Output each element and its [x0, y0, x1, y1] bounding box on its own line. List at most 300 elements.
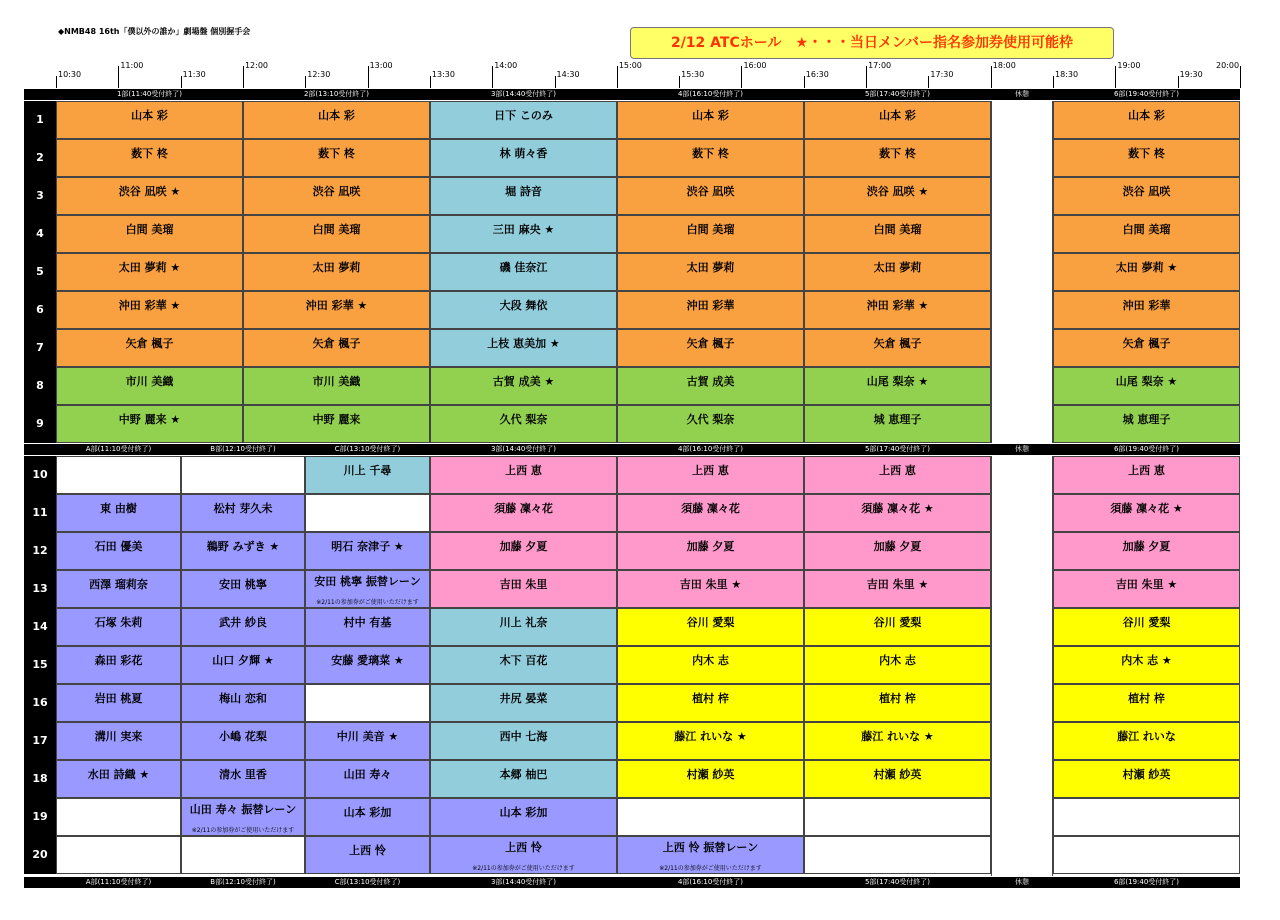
time-label: 16:30: [805, 70, 829, 79]
lane-cell: [56, 291, 243, 329]
lane-cell: [430, 215, 617, 253]
lane-cell: [617, 684, 804, 722]
member-name: 沖田 彩華 ★: [305, 299, 368, 312]
member-name: 植村 梓: [692, 692, 729, 705]
lane-cell: [56, 684, 181, 722]
lane-cell: [1053, 494, 1240, 532]
lane-cell: [617, 570, 804, 608]
member-name: [306, 495, 429, 503]
member-name: 山本 彩: [879, 109, 916, 122]
lane-cell: [1053, 608, 1240, 646]
lane-cell: [617, 760, 804, 798]
member-name: 岩田 桃夏: [94, 692, 143, 705]
member-name: 磯 佳奈江: [499, 261, 548, 274]
lane-cell: [1053, 760, 1240, 798]
member-name: 上西 怜 振替レーン: [662, 841, 759, 854]
member-name: 古賀 成美 ★: [492, 375, 555, 388]
transfer-note: ※2/11の参加券がご使用いただけます: [191, 827, 295, 834]
lane-cell: [1053, 253, 1240, 291]
section-header-label: 休憩: [1015, 445, 1029, 453]
member-name: 安藤 愛璃菜 ★: [331, 654, 404, 667]
lane-cell: [804, 139, 991, 177]
member-name: [805, 837, 990, 845]
time-label: 12:30: [307, 70, 331, 79]
section-header-label: 4部(16:10受付終了): [677, 445, 744, 453]
lane-cell: [1053, 367, 1240, 405]
member-name: 矢倉 楓子: [686, 337, 735, 350]
member-name: 薮下 柊: [879, 147, 916, 160]
lane-cell: [617, 722, 804, 760]
row-number: 5: [24, 253, 56, 291]
lane-cell: [617, 405, 804, 443]
lane-cell: [1053, 836, 1240, 874]
member-name: 太田 夢莉: [312, 261, 361, 274]
lane-cell: [804, 798, 991, 836]
member-name: 矢倉 楓子: [1122, 337, 1171, 350]
member-name: 谷川 愛梨: [873, 616, 922, 629]
member-name: 城 恵理子: [873, 413, 922, 426]
lane-cell: [430, 798, 617, 836]
member-name: 市川 美織: [125, 375, 174, 388]
lane-cell: [804, 329, 991, 367]
member-name: 久代 梨奈: [686, 413, 735, 426]
lane-cell: [56, 798, 181, 836]
lane-cell: [181, 570, 305, 608]
lane-cell: [305, 570, 430, 608]
row-number: 11: [24, 494, 56, 532]
section-header-label: 6部(19:40受付終了): [1113, 878, 1180, 886]
member-name: 上西 怜: [505, 841, 542, 854]
lane-cell: [56, 608, 181, 646]
member-name: 安田 桃寧: [219, 578, 267, 591]
member-name: 山口 夕輝 ★: [212, 654, 274, 667]
member-name: 東 由樹: [100, 502, 137, 515]
member-name: 明石 奈津子 ★: [331, 540, 404, 553]
member-name: 大段 舞依: [499, 299, 548, 312]
section-header-label: 4部(16:10受付終了): [677, 90, 744, 98]
lane-cell: [56, 329, 243, 367]
lane-cell: [56, 253, 243, 291]
lane-cell: [1053, 139, 1240, 177]
transfer-note: ※2/11の参加券がご使用いただけます: [659, 865, 762, 872]
lane-cell: [1053, 570, 1240, 608]
member-name: 薮下 柊: [692, 147, 729, 160]
member-name: 古賀 成美: [686, 375, 735, 388]
section-header-label: 5部(17:40受付終了): [864, 445, 931, 453]
lane-cell: [181, 494, 305, 532]
member-name: 日下 このみ: [494, 109, 553, 122]
member-name: [1054, 799, 1239, 807]
lane-cell: [617, 101, 804, 139]
member-name: 渋谷 凪咲 ★: [866, 185, 929, 198]
member-name: 白間 美瑠: [312, 223, 361, 236]
time-label: 13:30: [431, 70, 455, 79]
lane-cell: [430, 367, 617, 405]
lane-cell: [804, 722, 991, 760]
lane-cell: [56, 405, 243, 443]
lane-cell: [430, 139, 617, 177]
section-header-label: 3部(14:40受付終了): [490, 90, 557, 98]
lane-cell: [181, 532, 305, 570]
section-header-label: 3部(14:40受付終了): [490, 445, 557, 453]
member-name: 城 恵理子: [1122, 413, 1171, 426]
member-name: 市川 美織: [312, 375, 361, 388]
member-name: [306, 685, 429, 693]
section-header-label: B部(12:10受付終了): [210, 445, 276, 453]
break-column: [991, 456, 1053, 876]
member-name: 須藤 凜々花 ★: [1110, 502, 1183, 515]
lane-cell: [804, 456, 991, 494]
row-number: 2: [24, 139, 56, 177]
time-label: 17:30: [930, 70, 954, 79]
lane-cell: [804, 570, 991, 608]
member-name: 村瀬 紗英: [873, 768, 922, 781]
row-number: 3: [24, 177, 56, 215]
lane-cell: [305, 532, 430, 570]
lane-cell: [617, 494, 804, 532]
lane-cell: [181, 798, 305, 836]
member-name: [57, 457, 180, 465]
lane-cell: [804, 684, 991, 722]
member-name: 太田 夢莉 ★: [118, 261, 181, 274]
member-name: 上西 恵: [1128, 464, 1165, 477]
lane-cell: [617, 139, 804, 177]
lane-cell: [56, 177, 243, 215]
time-label: 12:00: [244, 61, 268, 70]
member-name: 吉田 朱里 ★: [679, 578, 742, 591]
lane-cell: [1053, 684, 1240, 722]
member-name: 加藤 夕夏: [1122, 540, 1171, 553]
lane-cell: [617, 836, 804, 874]
member-name: 石田 優美: [94, 540, 143, 553]
lane-cell: [1053, 798, 1240, 836]
lane-cell: [181, 760, 305, 798]
row-number: 19: [24, 798, 56, 836]
lane-cell: [181, 722, 305, 760]
time-label: 13:00: [369, 61, 393, 70]
member-name: 須藤 凜々花: [494, 502, 553, 515]
lane-cell: [617, 329, 804, 367]
member-name: 山本 彩加: [499, 806, 548, 819]
lane-cell: [56, 494, 181, 532]
section-header-label: 休憩: [1015, 878, 1029, 886]
section-header-label: 2部(13:10受付終了): [303, 90, 370, 98]
lane-cell: [617, 608, 804, 646]
lane-cell: [1053, 456, 1240, 494]
time-label: 15:30: [681, 70, 705, 79]
lane-cell: [56, 532, 181, 570]
lane-cell: [243, 253, 430, 291]
lane-cell: [804, 215, 991, 253]
member-name: 山尾 梨奈 ★: [1115, 375, 1178, 388]
member-name: 山本 彩: [318, 109, 355, 122]
member-name: 本郷 柚巴: [499, 768, 548, 781]
row-number: 1: [24, 101, 56, 139]
member-name: 西中 七海: [499, 730, 548, 743]
member-name: 矢倉 楓子: [873, 337, 922, 350]
lane-cell: [56, 760, 181, 798]
lane-cell: [430, 291, 617, 329]
lane-cell: [617, 798, 804, 836]
lane-cell: [56, 570, 181, 608]
member-name: 水田 詩織 ★: [87, 768, 150, 781]
lane-cell: [430, 101, 617, 139]
member-name: [57, 837, 180, 845]
member-name: 中野 麗来: [312, 413, 361, 426]
lane-cell: [804, 101, 991, 139]
lane-cell: [430, 405, 617, 443]
member-name: 上西 恵: [692, 464, 729, 477]
page-title: ◆NMB48 16th「僕以外の誰か」劇場盤 個別握手会: [58, 27, 251, 36]
member-name: 薮下 柊: [131, 147, 168, 160]
row-number: 13: [24, 570, 56, 608]
lane-cell: [430, 760, 617, 798]
lane-cell: [804, 646, 991, 684]
member-name: 太田 夢莉: [686, 261, 735, 274]
lane-cell: [56, 215, 243, 253]
row-number: 7: [24, 329, 56, 367]
lane-cell: [56, 456, 181, 494]
lane-cell: [243, 291, 430, 329]
member-name: 堀 詩音: [505, 185, 542, 198]
member-name: 加藤 夕夏: [686, 540, 735, 553]
time-label: 20:00: [1216, 61, 1240, 70]
lane-cell: [1053, 646, 1240, 684]
section-header-label: C部(13:10受付終了): [334, 878, 401, 886]
lane-cell: [56, 101, 243, 139]
member-name: 薮下 柊: [318, 147, 355, 160]
member-name: 山尾 梨奈 ★: [866, 375, 929, 388]
row-number: 17: [24, 722, 56, 760]
lane-cell: [181, 608, 305, 646]
lane-cell: [1053, 532, 1240, 570]
member-name: 須藤 凜々花: [681, 502, 740, 515]
lane-cell: [430, 177, 617, 215]
member-name: 西澤 瑠莉奈: [89, 578, 148, 591]
break-column: [991, 101, 1053, 443]
lane-cell: [1053, 291, 1240, 329]
lane-cell: [1053, 177, 1240, 215]
lane-cell: [243, 177, 430, 215]
member-name: 村瀬 紗英: [686, 768, 735, 781]
row-number: 16: [24, 684, 56, 722]
member-name: 中野 麗来 ★: [118, 413, 181, 426]
row-number: 15: [24, 646, 56, 684]
section-header-label: 5部(17:40受付終了): [864, 90, 931, 98]
lane-cell: [430, 722, 617, 760]
lane-cell: [430, 494, 617, 532]
member-name: 沖田 彩華 ★: [866, 299, 929, 312]
lane-cell: [305, 798, 430, 836]
time-label: 15:00: [618, 61, 642, 70]
member-name: 薮下 柊: [1128, 147, 1165, 160]
member-name: 川上 千尋: [343, 464, 392, 477]
lane-cell: [243, 329, 430, 367]
lane-cell: [617, 215, 804, 253]
section-header-label: 6部(19:40受付終了): [1113, 445, 1180, 453]
member-name: 藤江 れいな ★: [861, 730, 934, 743]
lane-cell: [804, 291, 991, 329]
member-name: 武井 紗良: [219, 616, 267, 629]
member-name: [182, 837, 304, 845]
lane-cell: [617, 253, 804, 291]
member-name: 植村 梓: [1128, 692, 1165, 705]
member-name: 松村 芽久未: [213, 502, 273, 515]
section-header-label: 休憩: [1015, 90, 1029, 98]
lane-cell: [56, 139, 243, 177]
member-name: 三田 麻央 ★: [492, 223, 555, 236]
member-name: 白間 美瑠: [1122, 223, 1171, 236]
lane-cell: [1053, 405, 1240, 443]
member-name: 溝川 実来: [94, 730, 143, 743]
lane-cell: [430, 532, 617, 570]
lane-cell: [617, 367, 804, 405]
time-label: 17:00: [868, 61, 892, 70]
lane-cell: [804, 253, 991, 291]
member-name: 木下 百花: [499, 654, 548, 667]
section-header-label: B部(12:10受付終了): [210, 878, 276, 886]
member-name: 沖田 彩華 ★: [118, 299, 181, 312]
member-name: 安田 桃寧 振替レーン: [314, 575, 421, 588]
lane-cell: [305, 722, 430, 760]
transfer-note: ※2/11の参加券がご使用いただけます: [316, 599, 419, 606]
member-name: 上西 恵: [505, 464, 542, 477]
lane-cell: [305, 494, 430, 532]
member-name: 渋谷 凪咲: [312, 185, 361, 198]
lane-cell: [430, 570, 617, 608]
member-name: 太田 夢莉 ★: [1115, 261, 1178, 274]
member-name: 吉田 朱里 ★: [1115, 578, 1178, 591]
row-number: 4: [24, 215, 56, 253]
member-name: 藤江 れいな: [1117, 730, 1176, 743]
member-name: 鵜野 みずき ★: [206, 540, 280, 553]
time-label: 18:30: [1055, 70, 1079, 79]
lane-cell: [305, 836, 430, 874]
lane-cell: [243, 139, 430, 177]
transfer-note: ※2/11の参加券がご使用いただけます: [472, 865, 575, 872]
member-name: 矢倉 楓子: [125, 337, 174, 350]
lane-cell: [243, 367, 430, 405]
member-name: 藤江 れいな ★: [674, 730, 747, 743]
lane-cell: [305, 684, 430, 722]
member-name: 沖田 彩華: [1122, 299, 1171, 312]
lane-cell: [804, 760, 991, 798]
lane-cell: [1053, 101, 1240, 139]
member-name: 吉田 朱里 ★: [866, 578, 929, 591]
lane-cell: [617, 177, 804, 215]
lane-cell: [804, 405, 991, 443]
member-name: [182, 457, 304, 465]
member-name: 村瀬 紗英: [1122, 768, 1171, 781]
row-number: 12: [24, 532, 56, 570]
legend-banner: 2/12 ATCホール ★・・・当日メンバー指名参加券使用可能枠: [630, 27, 1114, 59]
member-name: 加藤 夕夏: [499, 540, 548, 553]
lane-cell: [430, 253, 617, 291]
member-name: 太田 夢莉: [873, 261, 922, 274]
lane-cell: [804, 836, 991, 874]
member-name: 白間 美瑠: [686, 223, 735, 236]
member-name: 小嶋 花梨: [219, 730, 267, 743]
member-name: 吉田 朱里: [499, 578, 548, 591]
lane-cell: [430, 329, 617, 367]
member-name: 内木 志: [692, 654, 729, 667]
member-name: 梅山 恋和: [219, 692, 267, 705]
member-name: 山本 彩加: [343, 806, 392, 819]
time-label: 19:30: [1179, 70, 1203, 79]
section-header-label: 1部(11:40受付終了): [116, 90, 183, 98]
lane-cell: [430, 836, 617, 874]
lane-cell: [430, 646, 617, 684]
lane-cell: [1053, 722, 1240, 760]
member-name: [618, 799, 803, 807]
time-label: 11:00: [120, 61, 144, 70]
time-label: 11:30: [182, 70, 206, 79]
lane-cell: [305, 646, 430, 684]
member-name: 山田 寿々 振替レーン: [189, 803, 297, 816]
member-name: [1054, 837, 1239, 845]
section-header-label: A部(11:10受付終了): [85, 445, 152, 453]
member-name: 上西 恵: [879, 464, 916, 477]
member-name: 山本 彩: [1128, 109, 1165, 122]
row-number: 8: [24, 367, 56, 405]
member-name: 加藤 夕夏: [873, 540, 922, 553]
lane-cell: [243, 215, 430, 253]
lane-cell: [243, 405, 430, 443]
member-name: 山本 彩: [692, 109, 729, 122]
lane-cell: [1053, 215, 1240, 253]
row-number: 20: [24, 836, 56, 874]
member-name: [805, 799, 990, 807]
lane-cell: [181, 836, 305, 874]
lane-cell: [56, 722, 181, 760]
lane-cell: [305, 456, 430, 494]
row-number: 18: [24, 760, 56, 798]
member-name: 川上 礼奈: [499, 616, 548, 629]
member-name: 白間 美瑠: [873, 223, 922, 236]
lane-cell: [56, 836, 181, 874]
member-name: 森田 彩花: [94, 654, 143, 667]
row-number: 10: [24, 456, 56, 494]
lane-cell: [430, 684, 617, 722]
time-label: 14:30: [556, 70, 580, 79]
member-name: 渋谷 凪咲: [686, 185, 735, 198]
time-label: 10:30: [58, 70, 82, 79]
section-header-label: 4部(16:10受付終了): [677, 878, 744, 886]
member-name: 村中 有基: [343, 616, 392, 629]
lane-cell: [305, 608, 430, 646]
row-number: 9: [24, 405, 56, 443]
member-name: 山田 寿々: [343, 768, 392, 781]
member-name: 須藤 凜々花 ★: [861, 502, 934, 515]
lane-cell: [430, 608, 617, 646]
row-number: 6: [24, 291, 56, 329]
section-header-label: C部(13:10受付終了): [334, 445, 401, 453]
lane-cell: [804, 494, 991, 532]
lane-cell: [804, 367, 991, 405]
lane-cell: [1053, 329, 1240, 367]
lane-cell: [243, 101, 430, 139]
lane-cell: [617, 456, 804, 494]
lane-cell: [804, 177, 991, 215]
member-name: 上西 怜: [349, 844, 386, 857]
lane-cell: [305, 760, 430, 798]
time-label: 16:00: [743, 61, 767, 70]
member-name: 井尻 晏菜: [499, 692, 548, 705]
member-name: 植村 梓: [879, 692, 916, 705]
time-label: 18:00: [992, 61, 1016, 70]
member-name: 渋谷 凪咲: [1122, 185, 1171, 198]
member-name: 中川 美音 ★: [336, 730, 399, 743]
